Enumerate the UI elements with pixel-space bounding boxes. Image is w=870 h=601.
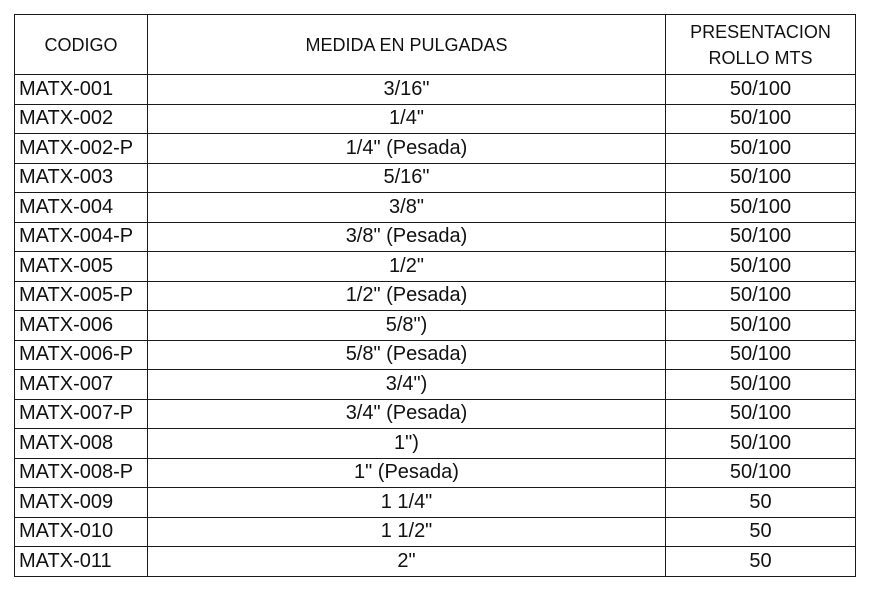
- cell-code: MATX-007: [15, 370, 148, 400]
- cell-presentation: 50/100: [666, 134, 856, 164]
- table-header: [15, 15, 856, 75]
- product-table: [14, 14, 856, 577]
- table-row: [15, 193, 856, 223]
- header-presentation-line1: PRESENTACION: [690, 21, 831, 42]
- cell-presentation: 50/100: [666, 252, 856, 282]
- cell-presentation: 50/100: [666, 75, 856, 105]
- cell-presentation: 50/100: [666, 104, 856, 134]
- cell-code: MATX-009: [15, 488, 148, 518]
- table-row: [15, 163, 856, 193]
- table-row: [15, 399, 856, 429]
- table-row: [15, 104, 856, 134]
- table-row: [15, 429, 856, 459]
- cell-measure: 3/4"): [148, 370, 666, 400]
- table-row: [15, 252, 856, 282]
- cell-presentation: 50: [666, 547, 856, 577]
- cell-measure: 1 1/2": [148, 517, 666, 547]
- cell-measure: 5/16": [148, 163, 666, 193]
- cell-presentation: 50/100: [666, 193, 856, 223]
- cell-measure: 3/8" (Pesada): [148, 222, 666, 252]
- cell-code: MATX-008-P: [15, 458, 148, 488]
- cell-presentation: 50/100: [666, 311, 856, 341]
- cell-code: MATX-007-P: [15, 399, 148, 429]
- cell-measure: 1/2": [148, 252, 666, 282]
- table-row: [15, 281, 856, 311]
- table-body: [15, 75, 856, 577]
- table-row: [15, 134, 856, 164]
- cell-measure: 1/4" (Pesada): [148, 134, 666, 164]
- cell-presentation: 50/100: [666, 370, 856, 400]
- cell-code: MATX-011: [15, 547, 148, 577]
- table-row: [15, 75, 856, 105]
- cell-code: MATX-010: [15, 517, 148, 547]
- cell-presentation: 50: [666, 488, 856, 518]
- cell-code: MATX-004: [15, 193, 148, 223]
- cell-presentation: 50/100: [666, 429, 856, 459]
- cell-code: MATX-005-P: [15, 281, 148, 311]
- cell-code: MATX-002: [15, 104, 148, 134]
- product-table-sheet: [14, 14, 856, 577]
- cell-presentation: 50/100: [666, 281, 856, 311]
- table-row: [15, 547, 856, 577]
- table-row: [15, 458, 856, 488]
- cell-presentation: 50/100: [666, 340, 856, 370]
- cell-measure: 2": [148, 547, 666, 577]
- cell-measure: 1" (Pesada): [148, 458, 666, 488]
- cell-presentation: 50/100: [666, 399, 856, 429]
- cell-measure: 1/2" (Pesada): [148, 281, 666, 311]
- cell-measure: 3/8": [148, 193, 666, 223]
- header-row: [15, 15, 856, 75]
- cell-measure: 1"): [148, 429, 666, 459]
- header-presentation-line2: ROLLO MTS: [708, 47, 813, 68]
- cell-code: MATX-002-P: [15, 134, 148, 164]
- cell-measure: 5/8" (Pesada): [148, 340, 666, 370]
- header-measure: MEDIDA EN PULGADAS: [148, 15, 666, 75]
- table-row: [15, 488, 856, 518]
- table-row: [15, 222, 856, 252]
- cell-presentation: 50: [666, 517, 856, 547]
- table-row: [15, 311, 856, 341]
- header-code: CODIGO: [15, 15, 148, 75]
- table-row: [15, 370, 856, 400]
- cell-code: MATX-001: [15, 75, 148, 105]
- header-presentation: [666, 15, 856, 75]
- cell-presentation: 50/100: [666, 163, 856, 193]
- cell-measure: 5/8"): [148, 311, 666, 341]
- cell-code: MATX-004-P: [15, 222, 148, 252]
- cell-code: MATX-008: [15, 429, 148, 459]
- cell-presentation: 50/100: [666, 458, 856, 488]
- cell-code: MATX-006-P: [15, 340, 148, 370]
- table-row: [15, 340, 856, 370]
- cell-code: MATX-005: [15, 252, 148, 282]
- cell-measure: 3/16": [148, 75, 666, 105]
- cell-measure: 1 1/4": [148, 488, 666, 518]
- cell-measure: 3/4" (Pesada): [148, 399, 666, 429]
- cell-presentation: 50/100: [666, 222, 856, 252]
- cell-code: MATX-003: [15, 163, 148, 193]
- table-row: [15, 517, 856, 547]
- cell-measure: 1/4": [148, 104, 666, 134]
- cell-code: MATX-006: [15, 311, 148, 341]
